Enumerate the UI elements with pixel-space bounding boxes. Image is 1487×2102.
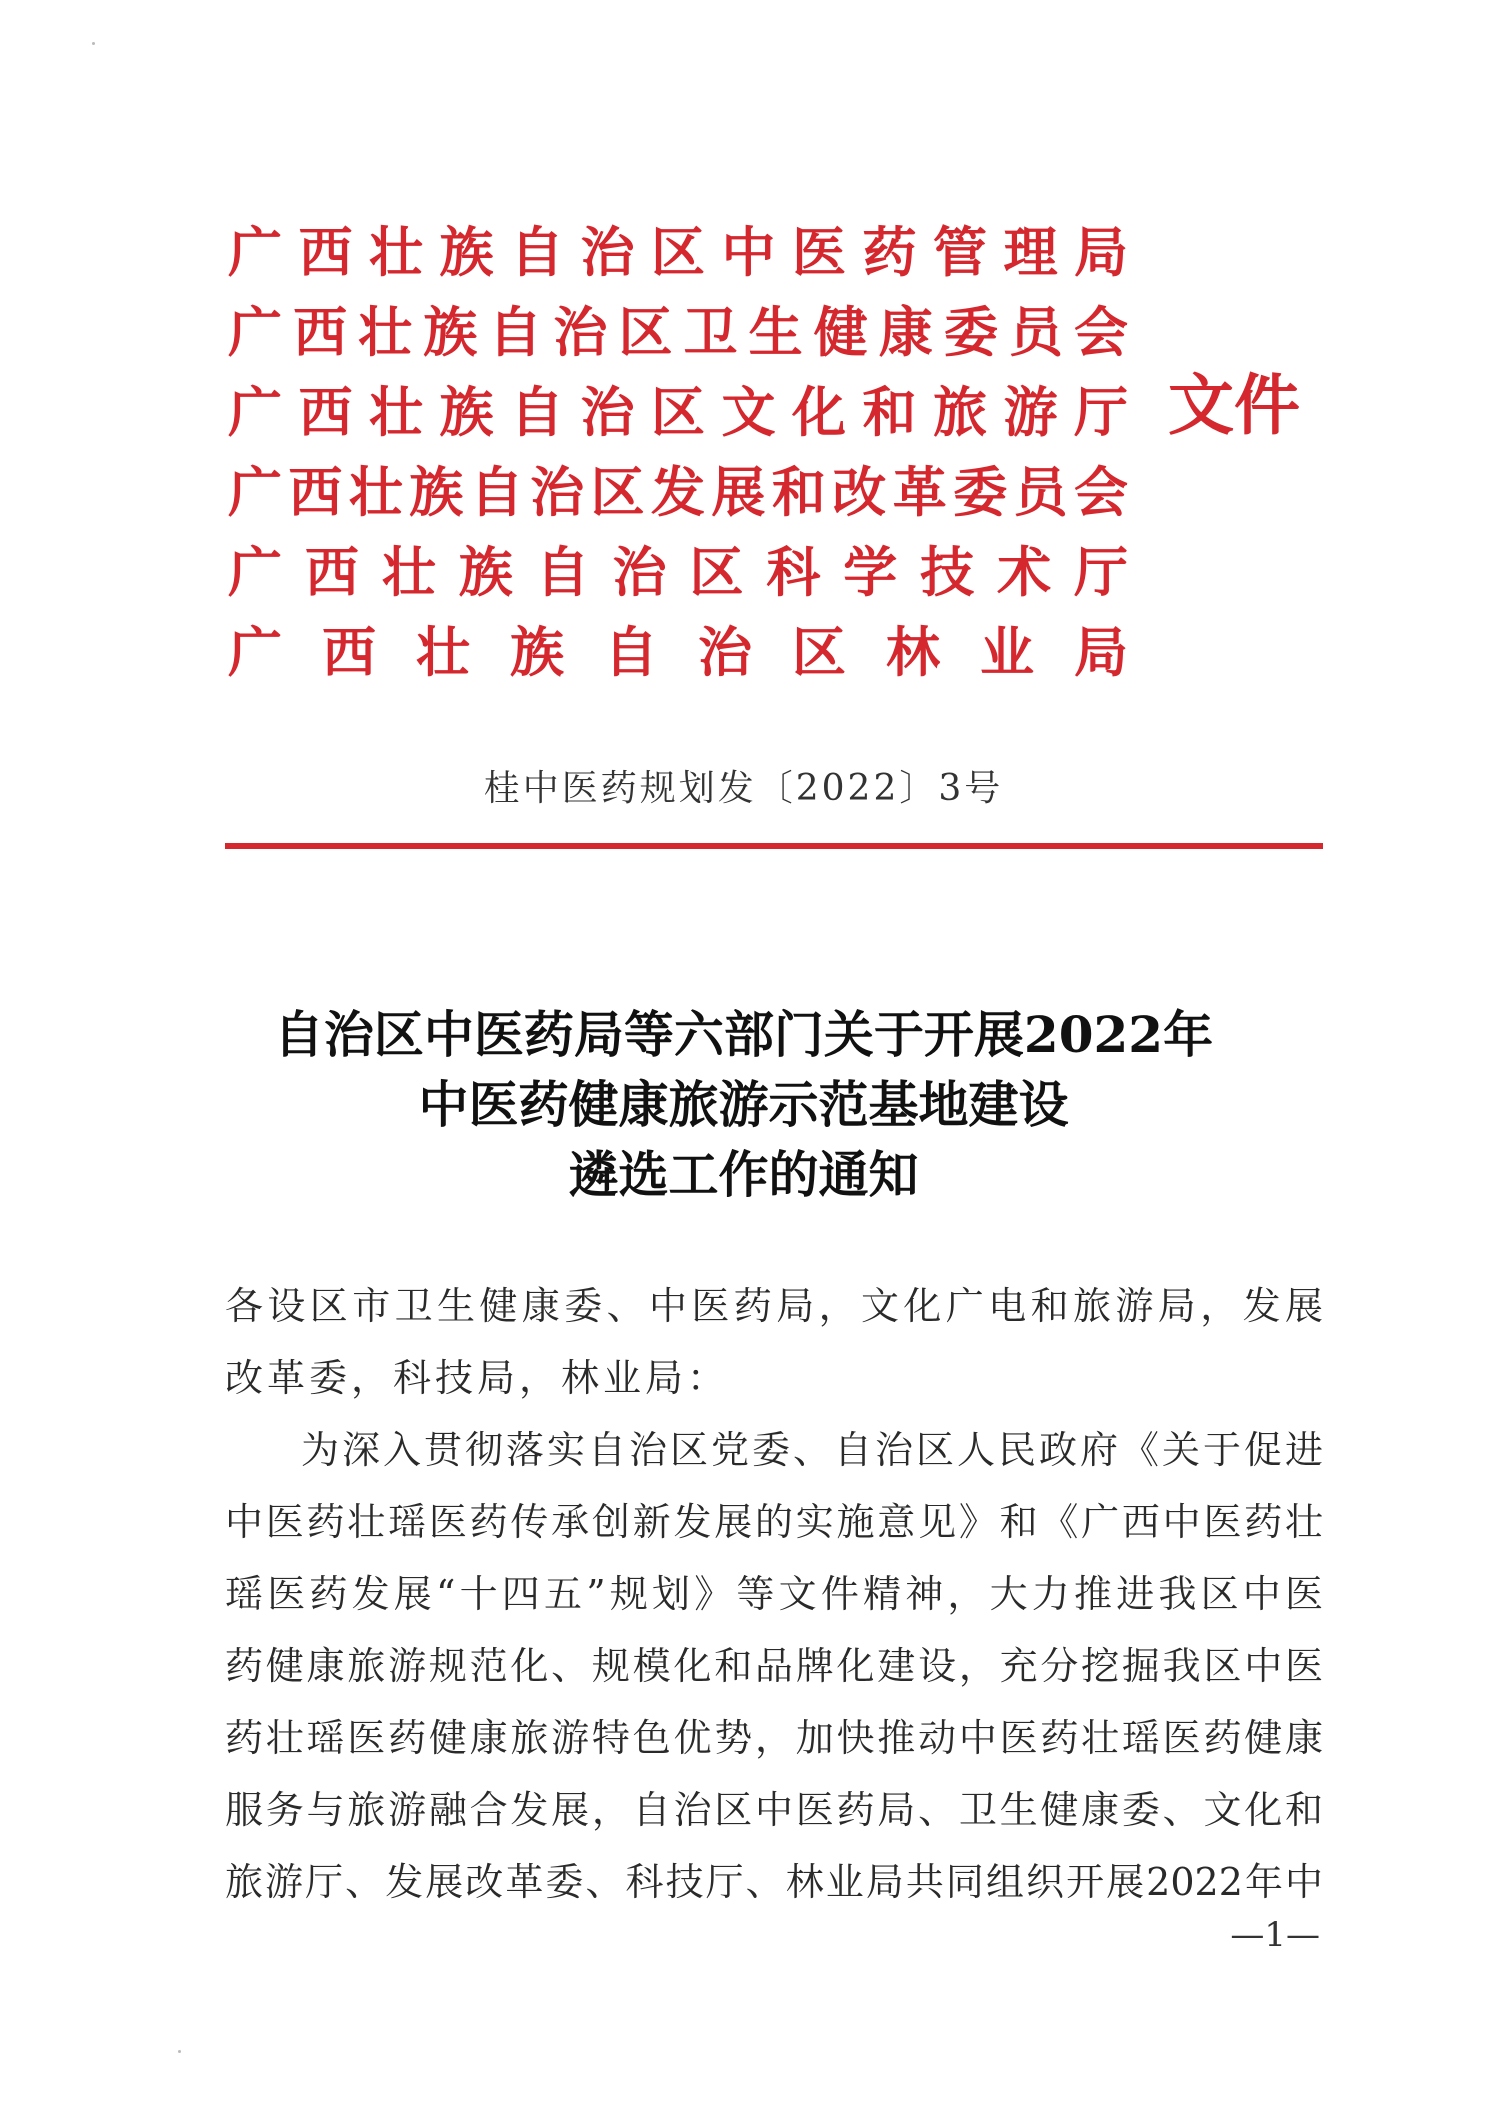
body-line: 旅游厅、发展改革委、科技厅、林业局共同组织开展2022年中: [225, 1860, 1323, 1904]
issuer-line: 广西壮族自治区文化和旅游厅: [228, 380, 1128, 444]
title-line: 自治区中医药局等六部门关于开展2022年: [273, 1005, 1214, 1064]
document-title: [0, 1000, 1487, 1210]
document-label: 文件: [1168, 366, 1300, 444]
issuing-authorities: [228, 212, 1128, 692]
body-line: 为深入贯彻落实自治区党委、自治区人民政府《关于促进: [301, 1428, 1323, 1472]
issuer-line: 广西壮族自治区发展和改革委员会: [228, 460, 1128, 524]
body-line: 药健康旅游规范化、规模化和品牌化建设，充分挖掘我区中医: [225, 1644, 1323, 1688]
body-line: 瑶医药发展“十四五”规划》等文件精神，大力推进我区中医: [225, 1572, 1323, 1616]
scan-speck: [92, 42, 95, 45]
title-line: 中医药健康旅游示范基地建设: [418, 1075, 1069, 1134]
body-line: 中医药壮瑶医药传承创新发展的实施意见》和《广西中医药壮: [225, 1500, 1323, 1544]
issuer-line: 广西壮族自治区中医药管理局: [228, 220, 1128, 284]
red-divider-rule: [225, 843, 1323, 849]
body-line: 改革委，科技局，林业局：: [225, 1356, 730, 1400]
body-line: 各设区市卫生健康委、中医药局，文化广电和旅游局，发展: [225, 1284, 1323, 1328]
document-number: 桂中医药规划发〔2022〕3号: [483, 768, 1004, 809]
scan-speck: [178, 2050, 181, 2053]
body-line: 药壮瑶医药健康旅游特色优势，加快推动中医药壮瑶医药健康: [225, 1716, 1323, 1760]
issuer-line: 广西壮族自治区林业局: [228, 620, 1128, 684]
body-line: 服务与旅游融合发展，自治区中医药局、卫生健康委、文化和: [225, 1788, 1323, 1832]
title-line: 遴选工作的通知: [568, 1145, 919, 1204]
document-body: [225, 1270, 1323, 1918]
page-number: —1—: [1230, 1915, 1320, 1955]
issuer-line: 广西壮族自治区科学技术厅: [228, 540, 1128, 604]
issuer-line: 广西壮族自治区卫生健康委员会: [228, 300, 1128, 364]
